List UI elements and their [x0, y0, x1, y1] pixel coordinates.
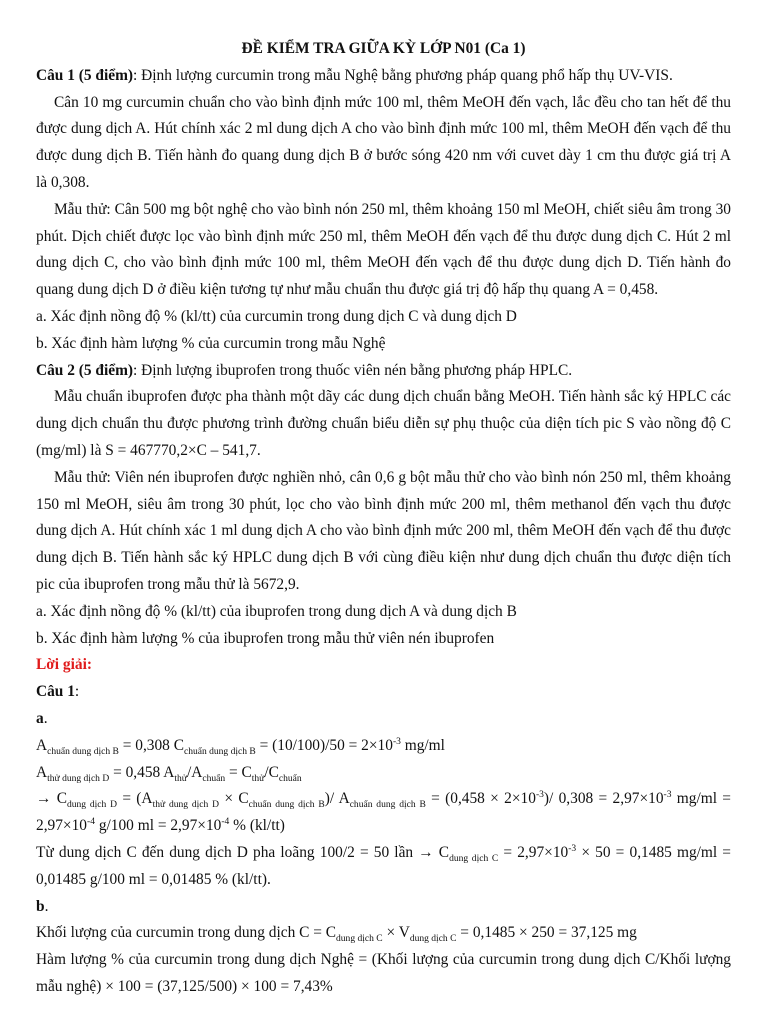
solution-heading: Lời giải:: [36, 656, 92, 674]
eq-superscript: -4: [87, 815, 95, 827]
question-2-intro: : Định lượng ibuprofen trong thuốc viên nén bằng phương pháp HPLC.: [133, 361, 573, 379]
eq-text: = (10/100)/50 = 2×10: [255, 736, 393, 754]
eq-text: × C: [219, 790, 249, 808]
eq-text: × V: [382, 924, 410, 942]
eq-text: A: [36, 736, 48, 754]
eq-subscript: chuẩn dung dịch B: [47, 745, 119, 757]
question-1-sample-paragraph: Mẫu thử: Cân 500 mg bột nghệ cho vào bình nón 250 ml, thêm khoảng 150 ml MeOH, chiết siêu âm trong 30 phút. Dịch chiết được lọc vào bình định mức 250 ml, thêm MeOH đến vạch để thu được dung dịch C. Hút 2 ml dung dịch C, cho vào bình định mức 100 ml, thêm MeOH đến vạch để thu được dung dịch D. Tiến hành đo quang dung dịch D ở điều kiện tương tự như mẫu chuẩn thu được giá trị độ hấp thụ quang A = 0,458.: [36, 200, 731, 299]
eq-text: /C: [264, 763, 279, 781]
eq-subscript: thử dung dịch D: [152, 799, 220, 811]
question-1-intro: : Định lượng curcumin trong mẫu Nghệ bằng phương pháp quang phổ hấp thụ UV-VIS.: [133, 66, 673, 84]
document-title: ĐỀ KIỂM TRA GIỮA KỲ LỚP N01 (Ca 1): [241, 40, 526, 57]
arrow-icon: →: [418, 843, 434, 861]
eq-subscript: dung dịch C: [409, 933, 457, 945]
question-1-heading: [36, 63, 731, 90]
eq-text: × 50 = 0,1485 mg/ml = 0,01485 g/100 ml = 0,01485 % (kl/tt).: [36, 843, 731, 888]
eq-subscript: dung dịch C: [336, 933, 383, 945]
eq-subscript: chuẩn: [278, 772, 302, 784]
eq-subscript: thử: [174, 772, 187, 784]
solution-question-1-heading: [36, 679, 731, 706]
eq-text: /A: [186, 763, 203, 781]
question-2-part-b: b. Xác định hàm lượng % của ibuprofen trong mẫu thử viên nén ibuprofen: [36, 629, 495, 647]
solution-line-5: [36, 920, 731, 947]
eq-text: g/100 ml = 2,97×10: [94, 817, 222, 835]
eq-subscript: thử: [251, 772, 265, 784]
eq-superscript: -3: [568, 842, 577, 854]
eq-text: A: [36, 763, 48, 781]
solution-question-1-colon: :: [74, 683, 80, 701]
solution-line-6: Hàm lượng % của curcumin trong dung dịch Nghệ = (Khối lượng của curcumin trong dung dịch C/Khối lượng mẫu nghệ) × 100 = (37,125/500) × 100 = 7,43%: [36, 951, 731, 995]
solution-line-3: [36, 786, 731, 840]
question-1-part-b: b. Xác định hàm lượng % của curcumin trong mẫu Nghệ: [36, 334, 386, 352]
solution-part-a-heading: [36, 706, 731, 733]
solution-part-b-heading: [36, 894, 731, 921]
eq-text: = 0,1485 × 250 = 37,125 mg: [456, 924, 637, 942]
eq-subscript: chuẩn: [202, 772, 226, 784]
eq-subscript: chuẩn dung dịch B: [349, 799, 426, 811]
solution-line-1: [36, 733, 731, 760]
eq-text: mg/ml = 2,97×10: [36, 790, 731, 835]
question-2-heading: [36, 358, 731, 385]
eq-text: Khối lượng của curcumin trong dung dịch C = C: [36, 924, 337, 942]
question-2-standard-paragraph: Mẫu chuẩn ibuprofen được pha thành một dãy các dung dịch chuẩn bằng MeOH. Tiến hành sắc ký HPLC các dung dịch chuẩn thu được phương trình đường chuẩn biểu diễn sự phụ thuộc của diện tích pic S vào nồng độ C (mg/ml) là S = 467770,2×C – 541,7.: [36, 388, 731, 459]
eq-text: )/ 0,308 = 2,97×10: [543, 790, 664, 808]
solution-part-b-label: b: [36, 897, 45, 915]
eq-text: mg/ml: [400, 736, 445, 754]
question-1-label: Câu 1 (5 điểm): [36, 66, 134, 84]
solution-part-a-label: a: [36, 709, 44, 727]
solution-part-b-dot: .: [44, 897, 49, 915]
eq-text: )/ A: [324, 790, 350, 808]
eq-text: Từ dung dịch C đến dung dịch D pha loãng 100/2 = 50 lần: [36, 843, 419, 861]
eq-superscript: -3: [535, 789, 544, 801]
solution-part-a-dot: .: [43, 709, 48, 727]
question-1-standard-paragraph: Cân 10 mg curcumin chuẩn cho vào bình định mức 100 ml, thêm MeOH đến vạch, lắc đều cho tan hết để thu được dung dịch A. Hút chính xác 2 ml dung dịch A cho vào bình định mức 100 ml, thêm MeOH đến vạch để thu được dung dịch B. Tiến hành đo quang dung dịch B ở bước sóng 420 nm với cuvet dày 1 cm thu được giá trị A là 0,308.: [36, 93, 731, 191]
eq-text: % (kl/tt): [229, 817, 285, 835]
solution-line-2: [36, 760, 731, 787]
question-2-label: Câu 2 (5 điểm): [36, 361, 134, 379]
eq-text: = 0,458 A: [109, 763, 175, 781]
eq-subscript: chuẩn dung dịch B: [248, 799, 325, 811]
eq-text: = 2,97×10: [498, 843, 569, 861]
eq-superscript: -3: [392, 735, 401, 747]
question-2-part-a: a. Xác định nồng độ % (kl/tt) của ibuprofen trong dung dịch A và dung dịch B: [36, 602, 517, 620]
eq-text: = 0,308 C: [118, 736, 184, 754]
solution-line-4: [36, 840, 731, 894]
eq-superscript: -4: [221, 815, 230, 827]
question-2-sample-paragraph: Mẫu thử: Viên nén ibuprofen được nghiền nhỏ, cân 0,6 g bột mẫu thử cho vào bình nón 250 ml, thêm khoảng 150 ml MeOH, siêu âm trong 30 phút, lọc cho vào bình định mức 200 ml, thêm methanol đến vạch thu được dung dịch A. Hút chính xác 1 ml dung dịch A cho vào bình định mức 200 ml, thêm MeOH đến vạch để thu được dung dịch B. Tiến hành sắc ký HPLC dung dịch B với cùng điều kiện như dung dịch chuẩn thu được diện tích pic của ibuprofen trong mẫu thử là 5672,9.: [36, 468, 731, 593]
eq-text: = C: [225, 763, 252, 781]
eq-text: = (0,458 × 2×10: [425, 790, 536, 808]
eq-superscript: -3: [663, 789, 672, 801]
solution-question-1-label: Câu 1: [36, 683, 75, 701]
eq-text: C: [51, 790, 67, 808]
eq-subscript: dung dịch D: [66, 799, 118, 811]
question-1-part-a: a. Xác định nồng độ % (kl/tt) của curcumin trong dung dịch C và dung dịch D: [36, 307, 517, 325]
eq-text: = (A: [117, 790, 153, 808]
eq-text: C: [433, 843, 450, 861]
eq-subscript: thử dung dịch D: [47, 772, 110, 784]
eq-subscript: chuẩn dung dịch B: [184, 745, 256, 757]
eq-subscript: dung dịch C: [449, 852, 499, 864]
document-page: [36, 36, 731, 1001]
arrow-icon: →: [36, 790, 52, 808]
